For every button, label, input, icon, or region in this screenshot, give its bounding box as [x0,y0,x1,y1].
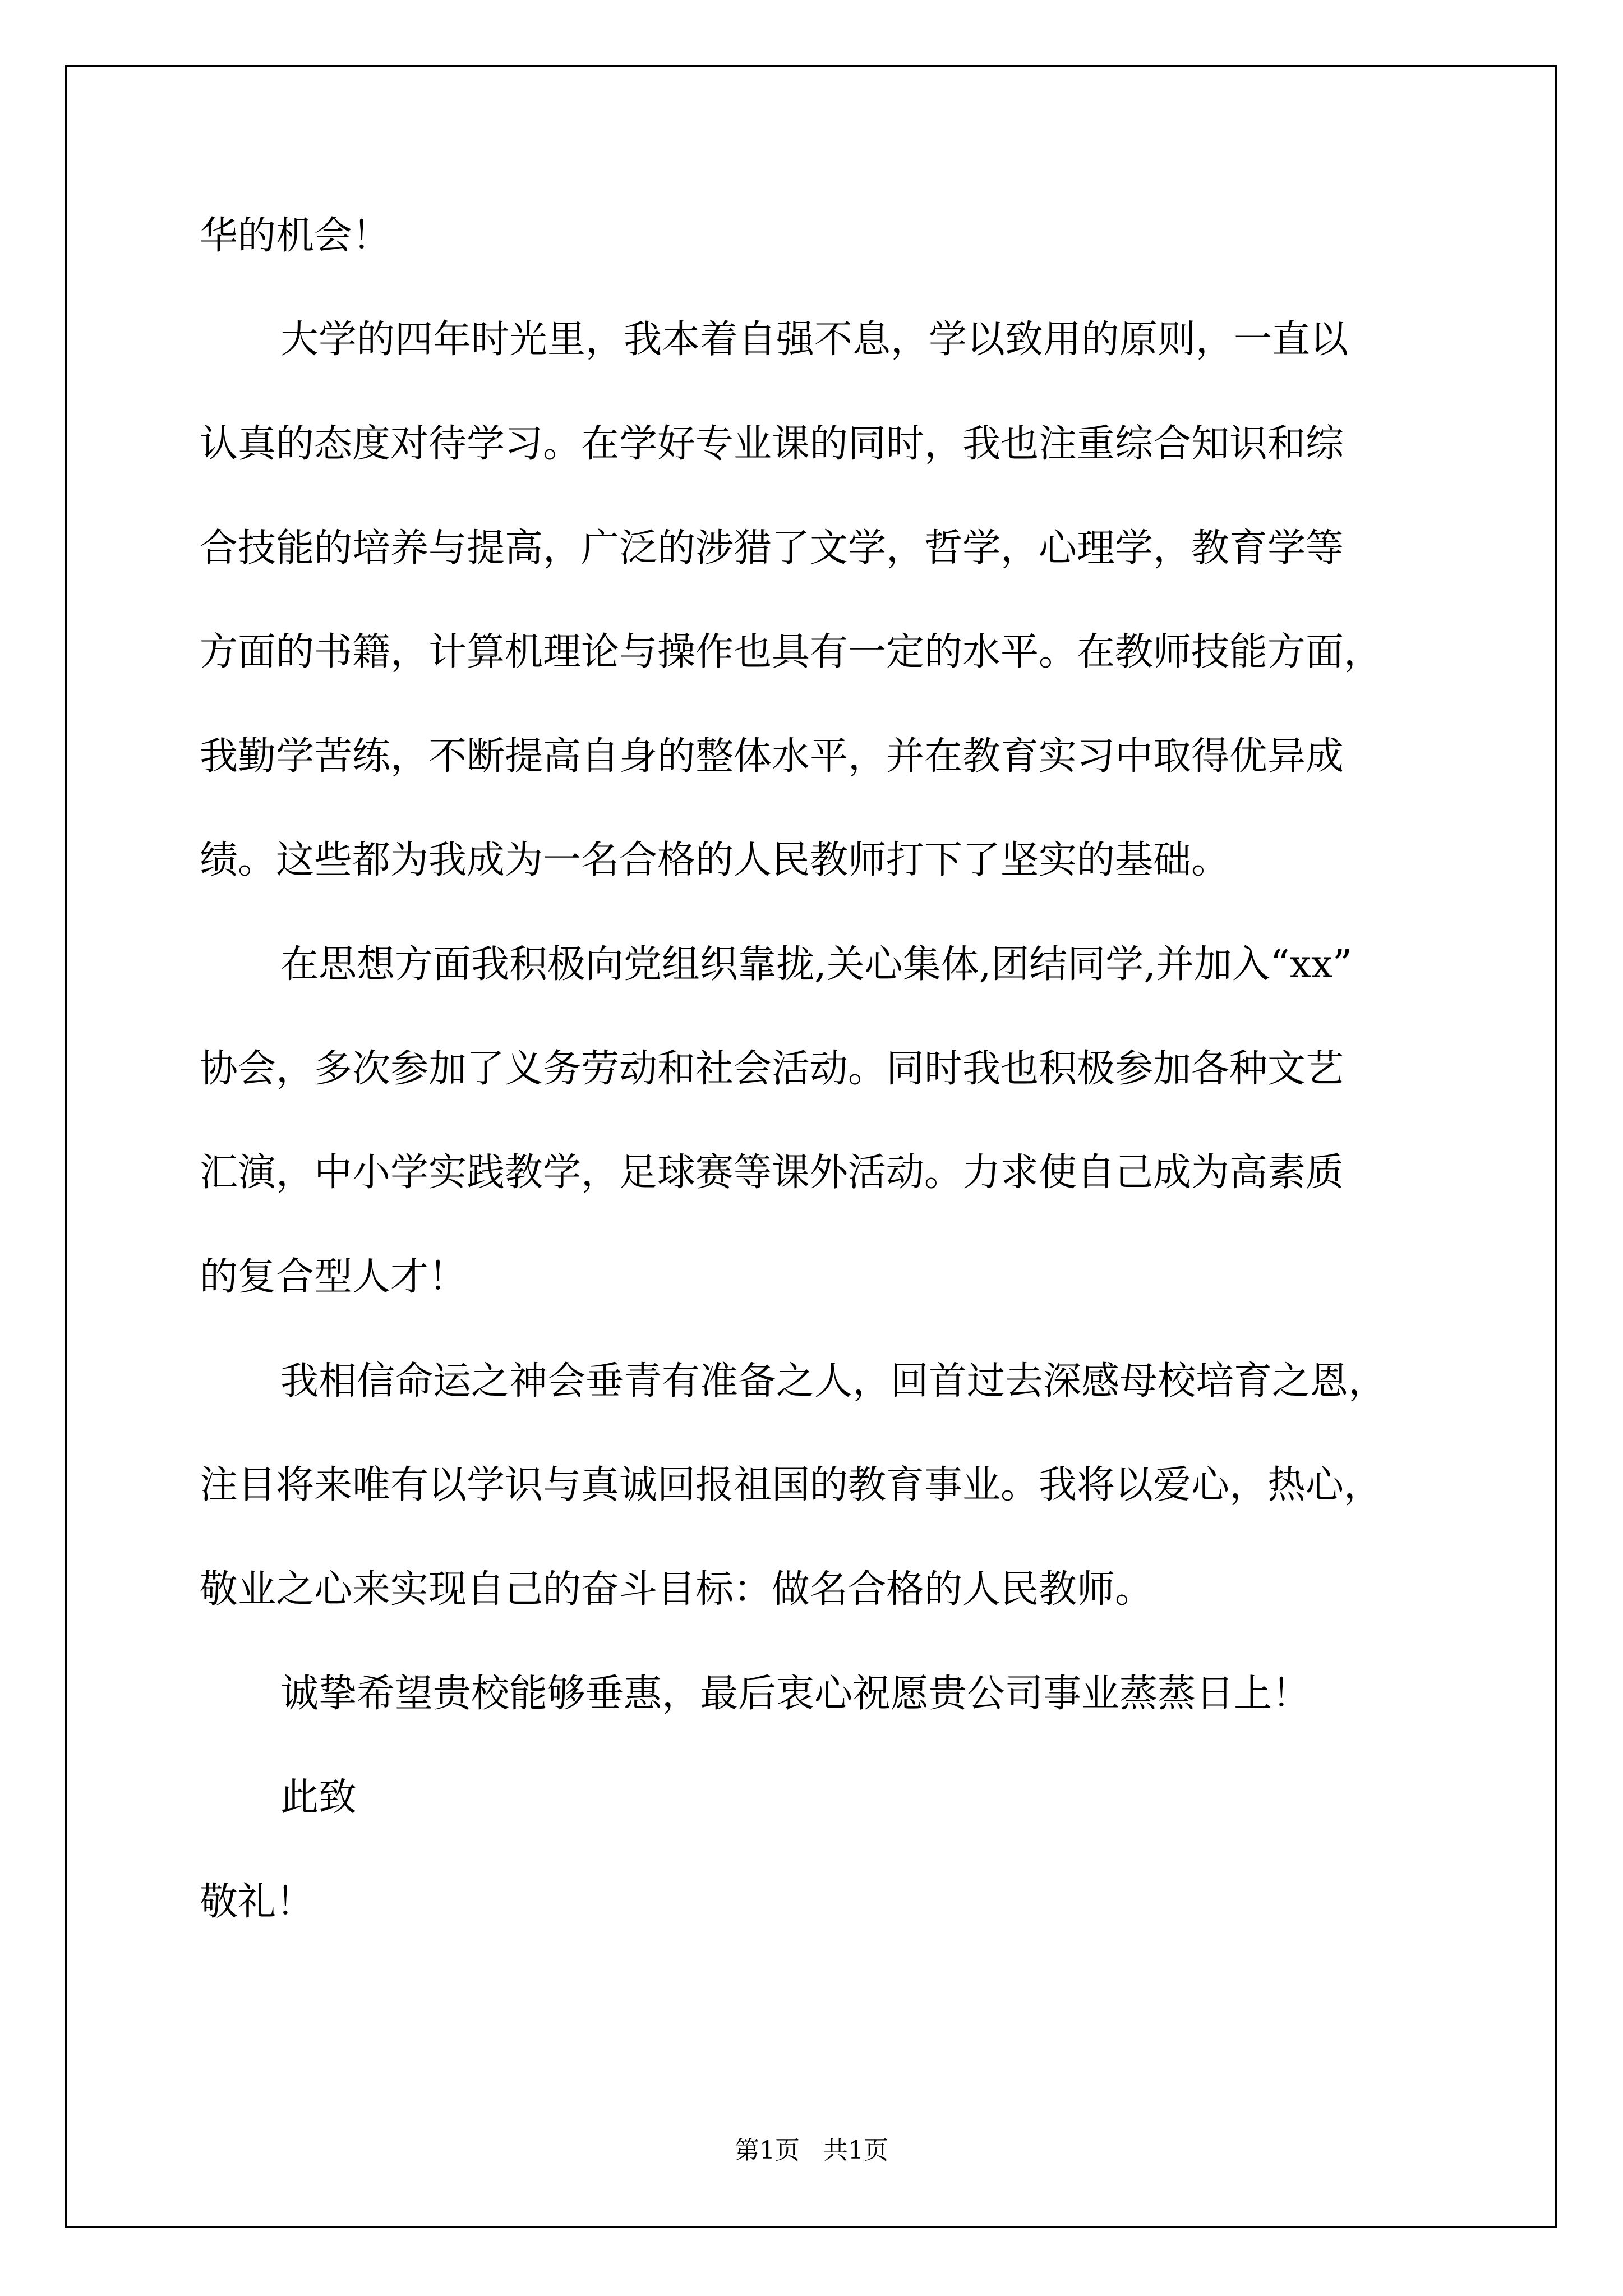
text-line-17: 敬礼！ [200,1880,315,1924]
text-line-9: 协会，多次参加了义务劳动和社会活动。同时我也积极参加各种文艺 [200,1047,1344,1091]
text-line-12: 我相信命运之神会垂青有准备之人，回首过去深感母校培育之恩， [280,1359,1387,1404]
text-line-14: 敬业之心来实现自己的奋斗目标：做名合格的人民教师。 [200,1567,1154,1612]
text-line-7: 绩。这些都为我成为一名合格的人民教师打下了坚实的基础。 [200,838,1230,882]
text-line-4: 合技能的培养与提高，广泛的涉猎了文学，哲学，心理学，教育学等 [200,526,1344,570]
text-line-11: 的复合型人才！ [200,1255,467,1299]
text-line-5: 方面的书籍，计算机理论与操作也具有一定的水平。在教师技能方面， [200,630,1382,674]
text-line-16: 此致 [280,1775,357,1820]
text-line-10: 汇演，中小学实践教学，足球赛等课外活动。力求使自己成为高素质 [200,1151,1344,1195]
text-line-1: 华的机会！ [200,214,391,258]
text-line-3: 认真的态度对待学习。在学好专业课的同时，我也注重综合知识和综 [200,422,1344,466]
text-line-8: 在思想方面我积极向党组织靠拢,关心集体,团结同学,并加入“xx” [280,942,1353,987]
text-line-6: 我勤学苦练，不断提高自身的整体水平，并在教育实习中取得优异成 [200,734,1344,779]
page-number-footer: 第1页 共1页 [735,2136,888,2165]
text-line-2: 大学的四年时光里，我本着自强不息，学以致用的原则，一直以 [280,318,1349,362]
text-line-15: 诚挚希望贵校能够垂惠，最后衷心祝愿贵公司事业蒸蒸日上！ [280,1672,1311,1716]
text-line-13: 注目将来唯有以学识与真诚回报祖国的教育事业。我将以爱心，热心， [200,1463,1382,1507]
